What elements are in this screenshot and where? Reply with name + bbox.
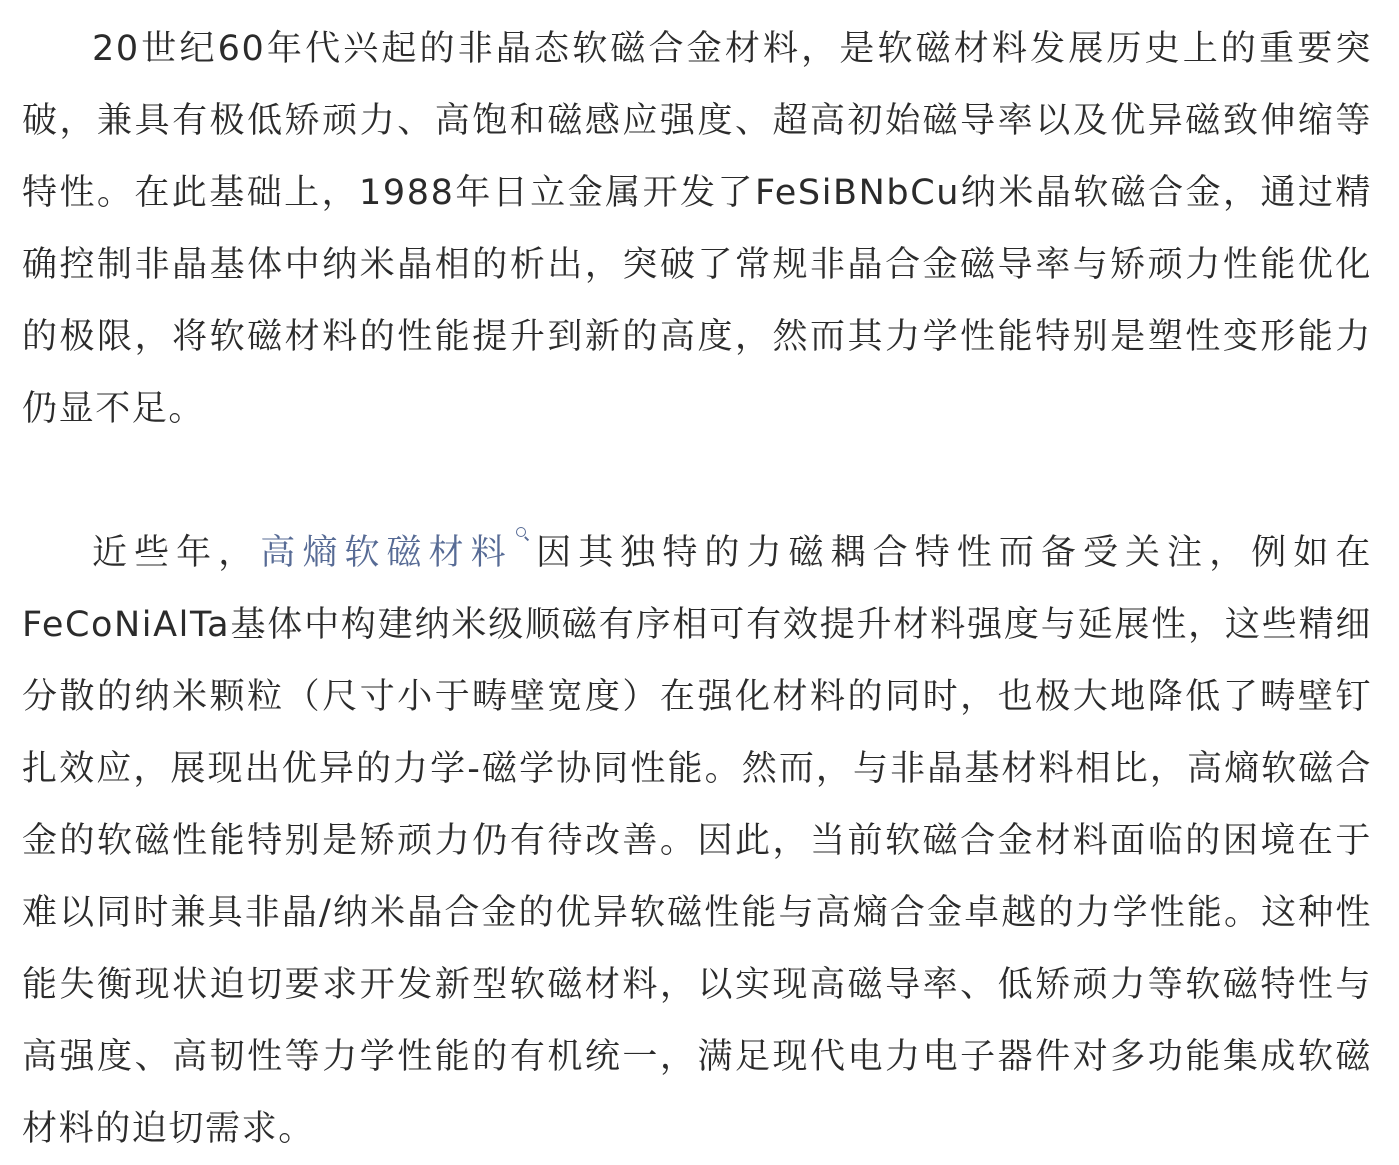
keyword-link-label[interactable]: 高熵软磁材料 xyxy=(260,533,513,573)
paragraph-text: 20世纪60年代兴起的非晶态软磁合金材料，是软磁材料发展历史上的重要突破，兼具有极低矫顽力、高饱和磁感应强度、超高初始磁导率以及优异磁致伸缩等特性。在此基础上，1988年日立金属开发了FeSiBNbCu纳米晶软磁合金，通过精确控制非晶基体中纳米晶相的析出，突破了常规非晶合金磁导率与矫顽力性能优化的极限，将软磁材料的性能提升到新的高度，然而其力学性能特别是塑性变形能力仍显不足。 xyxy=(22,29,1372,429)
paragraph-amorphous-history xyxy=(22,13,1372,445)
paragraph-lead-text: 近些年， xyxy=(92,533,261,573)
keyword-search-link[interactable] xyxy=(260,533,530,573)
search-icon[interactable] xyxy=(515,527,529,543)
paragraph-high-entropy xyxy=(22,517,1372,1165)
paragraph-body-text: 因其独特的力磁耦合特性而备受关注，例如在FeCoNiAlTa基体中构建纳米级顺磁有序相可有效提升材料强度与延展性，这些精细分散的纳米颗粒（尺寸小于畴壁宽度）在强化材料的同时，也极大地降低了畴壁钉扎效应，展现出优异的力学-磁学协同性能。然而，与非晶基材料相比，高熵软磁合金的软磁性能特别是矫顽力仍有待改善。因此，当前软磁合金材料面临的困境在于难以同时兼具非晶/纳米晶合金的优异软磁性能与高熵合金卓越的力学性能。这种性能失衡现状迫切要求开发新型软磁材料，以实现高磁导率、低矫顽力等软磁特性与高强度、高韧性等力学性能的有机统一，满足现代电力电子器件对多功能集成软磁材料的迫切需求。 xyxy=(22,533,1372,1149)
article-body xyxy=(22,13,1372,1165)
